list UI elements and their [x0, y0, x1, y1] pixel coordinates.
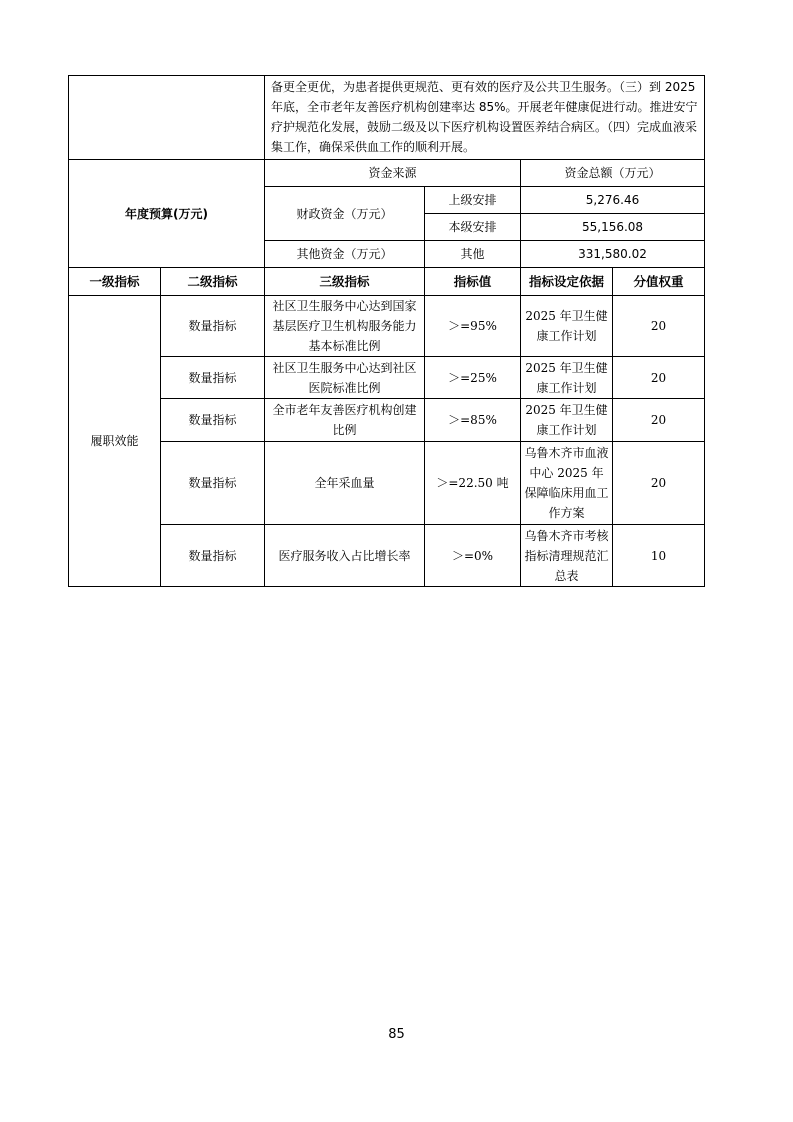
- header-level2: 二级指标: [161, 268, 265, 296]
- basis-cell: 2025 年卫生健康工作计划: [521, 296, 613, 357]
- local-label: 本级安排: [425, 214, 521, 241]
- page-number: 85: [388, 1027, 405, 1042]
- header-value: 指标值: [425, 268, 521, 296]
- table-row: [69, 357, 705, 399]
- funding-source-header: 资金来源: [265, 160, 521, 187]
- level3-cell: 全年采血量: [265, 442, 425, 525]
- other-value: 331,580.02: [521, 241, 705, 268]
- value-cell: ＞=22.50 吨: [425, 442, 521, 525]
- intro-blank-cell: [69, 76, 265, 160]
- level3-cell: 全市老年友善医疗机构创建比例: [265, 399, 425, 442]
- level2-cell: 数量指标: [161, 525, 265, 587]
- weight-cell: 20: [613, 442, 705, 525]
- value-cell: ＞=85%: [425, 399, 521, 442]
- basis-cell: 乌鲁木齐市考核指标清理规范汇总表: [521, 525, 613, 587]
- header-level3: 三级指标: [265, 268, 425, 296]
- value-cell: ＞=95%: [425, 296, 521, 357]
- table-row: [69, 442, 705, 525]
- intro-row: [69, 76, 705, 160]
- weight-cell: 20: [613, 399, 705, 442]
- table-row: [69, 525, 705, 587]
- local-value: 55,156.08: [521, 214, 705, 241]
- level2-cell: 数量指标: [161, 442, 265, 525]
- budget-label: 年度预算(万元): [69, 160, 265, 268]
- level2-cell: 数量指标: [161, 399, 265, 442]
- basis-cell: 2025 年卫生健康工作计划: [521, 399, 613, 442]
- level3-cell: 社区卫生服务中心达到国家基层医疗卫生机构服务能力基本标准比例: [265, 296, 425, 357]
- header-level1: 一级指标: [69, 268, 161, 296]
- header-weight: 分值权重: [613, 268, 705, 296]
- indicator-header-row: [69, 268, 705, 296]
- weight-cell: 10: [613, 525, 705, 587]
- header-basis: 指标设定依据: [521, 268, 613, 296]
- weight-cell: 20: [613, 357, 705, 399]
- weight-cell: 20: [613, 296, 705, 357]
- total-header: 资金总额（万元）: [521, 160, 705, 187]
- level1-cell: 履职效能: [69, 296, 161, 587]
- upper-value: 5,276.46: [521, 187, 705, 214]
- budget-header-row: [69, 160, 705, 187]
- other-sub-label: 其他: [425, 241, 521, 268]
- value-cell: ＞=25%: [425, 357, 521, 399]
- level2-cell: 数量指标: [161, 357, 265, 399]
- level2-cell: 数量指标: [161, 296, 265, 357]
- level3-cell: 社区卫生服务中心达到社区医院标准比例: [265, 357, 425, 399]
- level3-cell: 医疗服务收入占比增长率: [265, 525, 425, 587]
- fiscal-label: 财政资金（万元）: [265, 187, 425, 241]
- intro-text: 备更全更优，为患者提供更规范、更有效的医疗及公共卫生服务。（三）到 2025 年底，全市老年友善医疗机构创建率达 85%。开展老年健康促进行动。推进安宁疗护规范化发展，鼓励二级及以下医疗机构设置医养结合病区。（四）完成血液采集工作，确保采供血工作的顺利开展。: [265, 76, 705, 160]
- table-row: [69, 399, 705, 442]
- upper-label: 上级安排: [425, 187, 521, 214]
- basis-cell: 乌鲁木齐市血液中心 2025 年保障临床用血工作方案: [521, 442, 613, 525]
- basis-cell: 2025 年卫生健康工作计划: [521, 357, 613, 399]
- performance-table: [68, 75, 705, 587]
- value-cell: ＞=0%: [425, 525, 521, 587]
- other-label: 其他资金（万元）: [265, 241, 425, 268]
- table-row: [69, 296, 705, 357]
